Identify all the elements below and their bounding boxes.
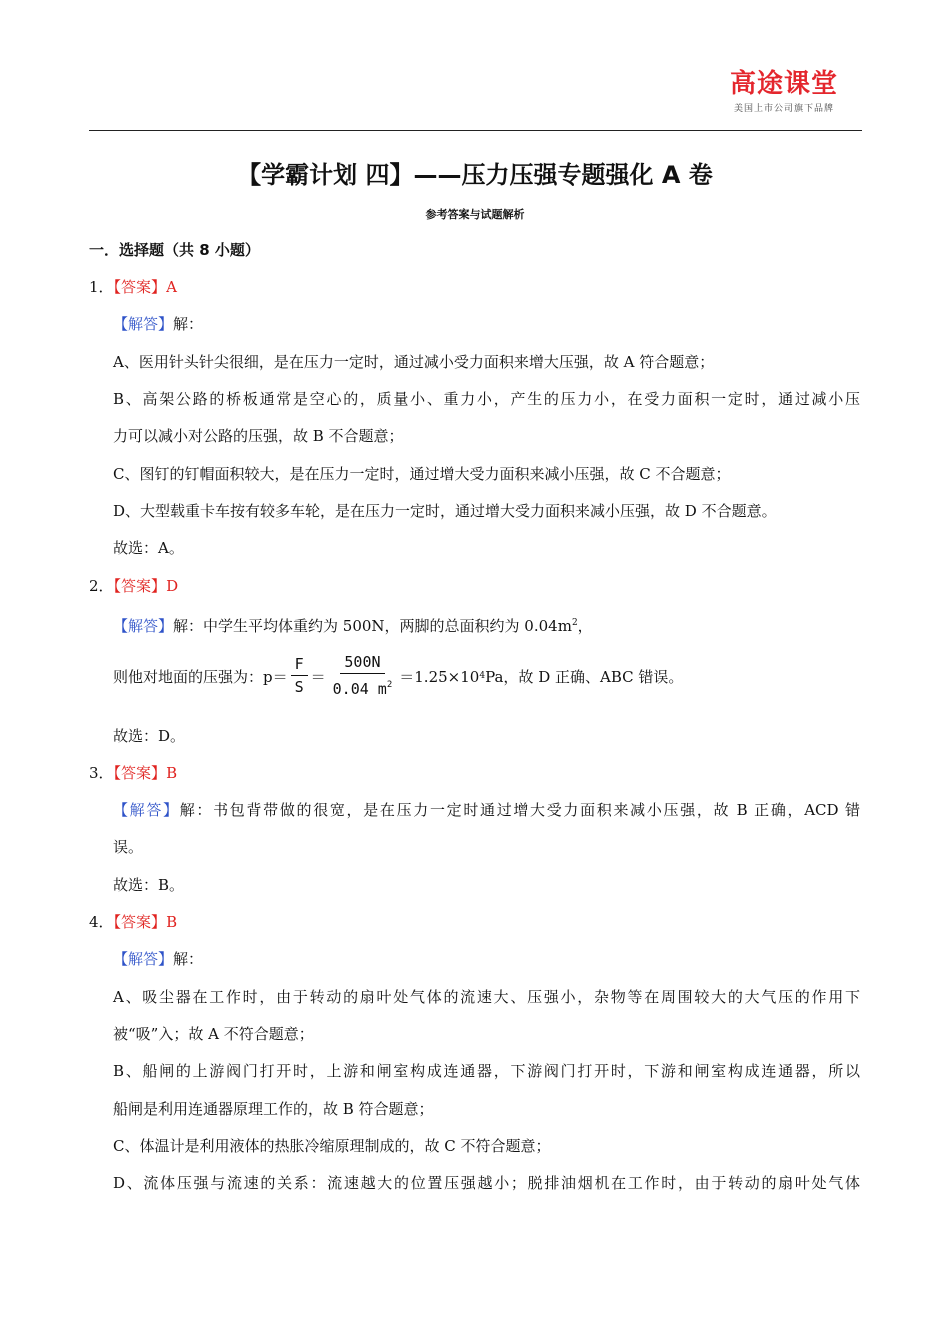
q1-line-b2: 力可以减小对公路的压强，故 B 不合题意； <box>113 427 404 445</box>
q4-answer: B <box>166 913 178 931</box>
q2-formula <box>113 654 683 698</box>
q3-choose: 故选：B。 <box>113 876 185 894</box>
q4-explanation-header <box>113 949 203 969</box>
formula-equals: ＝ <box>310 667 326 686</box>
q4-line-b2: 船闸是利用连通器原理工作的，故 B 符合题意； <box>113 1100 434 1118</box>
q3-explanation <box>113 800 860 820</box>
formula-result-post: Pa，故 D 正确、ABC 错误。 <box>485 667 684 686</box>
formula-prefix: 则他对地面的压强为：p＝ <box>113 667 288 686</box>
q4-line-d: D、流体压强与流速的关系：流速越大的位置压强越小；脱排油烟机在工作时，由于转动的扇叶处气体 <box>113 1174 860 1192</box>
q3-answer-line <box>89 763 177 783</box>
q2-explanation <box>113 613 593 636</box>
q2-jie-text: 解：中学生平均体重约为 500N，两脚的总面积约为 0.04m <box>173 617 572 635</box>
q3-number: 3． <box>89 764 114 782</box>
q4-line-a1: A、吸尘器在工作时，由于转动的扇叶处气体的流速大、压强小，杂物等在周围较大的大气压的作用下 <box>113 988 860 1006</box>
answer-label: 【答案】 <box>113 913 167 931</box>
fraction-numerator: F <box>291 655 308 676</box>
fraction-denominator <box>329 674 397 699</box>
answer-label: 【答案】 <box>113 278 167 296</box>
q4-line-b1: B、船闸的上游阀门打开时，上游和闸室构成连通器，下游阀门打开时，下游和闸室构成连通器，所以 <box>113 1062 860 1080</box>
formula-result-sup: 4 <box>479 671 486 681</box>
header-divider <box>89 130 862 131</box>
q2-choose: 故选：D。 <box>113 727 186 745</box>
q4-line-a2: 被“吸”入；故 A 不符合题意； <box>113 1025 314 1043</box>
q2-answer-line <box>89 576 178 596</box>
answer-label: 【答案】 <box>113 764 167 782</box>
brand-logo <box>722 68 846 114</box>
fraction-f-over-s <box>291 655 308 697</box>
q2-number: 2． <box>89 577 114 595</box>
q1-line-c: C、图钉的钉帽面积较大，是在压力一定时，通过增大受力面积来减小压强，故 C 不合题意； <box>113 465 731 483</box>
fraction-values <box>329 653 397 699</box>
fraction-numerator: 500N <box>340 653 384 674</box>
document-subtitle: 参考答案与试题解析 <box>425 208 525 221</box>
q3-jie-line2: 误。 <box>113 838 144 856</box>
document-title: 【学霸计划 四】——压力压强专题强化 A 卷 <box>237 161 713 189</box>
explanation-label: 【解答】 <box>113 950 174 968</box>
q3-jie-line1: 解：书包背带做的很宽，是在压力一定时通过增大受力面积来减小压强，故 B 正确，ACD 错 <box>179 801 860 819</box>
q1-jie: 解： <box>173 315 204 333</box>
q1-explanation-header <box>113 314 203 334</box>
brand-name: 高途课堂 <box>729 69 838 99</box>
explanation-label: 【解答】 <box>113 801 180 819</box>
q4-line-c: C、体温计是利用液体的热胀冷缩原理制成的，故 C 不符合题意； <box>113 1137 551 1155</box>
explanation-label: 【解答】 <box>113 617 174 635</box>
q1-choose: 故选：A。 <box>113 539 184 557</box>
denominator-text: 0.04 m <box>332 680 387 698</box>
q4-jie: 解： <box>173 950 204 968</box>
q2-answer: D <box>166 577 179 595</box>
q1-line-b1: B、高架公路的桥板通常是空心的，质量小、重力小，产生的压力小，在受力面积一定时，通过减小压 <box>113 390 860 408</box>
q1-answer-line <box>89 277 177 297</box>
explanation-label: 【解答】 <box>113 315 174 333</box>
q1-line-a: A、医用针头针尖很细，是在压力一定时，通过减小受力面积来增大压强，故 A 符合题意； <box>113 353 715 371</box>
q1-line-d: D、大型载重卡车按有较多车轮，是在压力一定时，通过增大受力面积来减小压强，故 D 不合题意。 <box>113 502 777 520</box>
fraction-denominator: S <box>294 678 304 696</box>
denominator-sup: 2 <box>386 680 393 690</box>
brand-tagline: 美国上市公司旗下品牌 <box>733 104 834 114</box>
q1-answer: A <box>166 278 177 296</box>
q2-jie-post: ， <box>577 617 593 635</box>
section-heading: 一．选择题（共 8 小题） <box>89 241 260 259</box>
q4-answer-line <box>89 912 177 932</box>
q4-number: 4． <box>89 913 114 931</box>
q2-jie-sup: 2 <box>571 618 578 628</box>
q3-answer: B <box>166 764 178 782</box>
q1-number: 1． <box>89 278 114 296</box>
formula-result: ＝1.25×10 <box>399 667 480 686</box>
answer-label: 【答案】 <box>113 577 167 595</box>
